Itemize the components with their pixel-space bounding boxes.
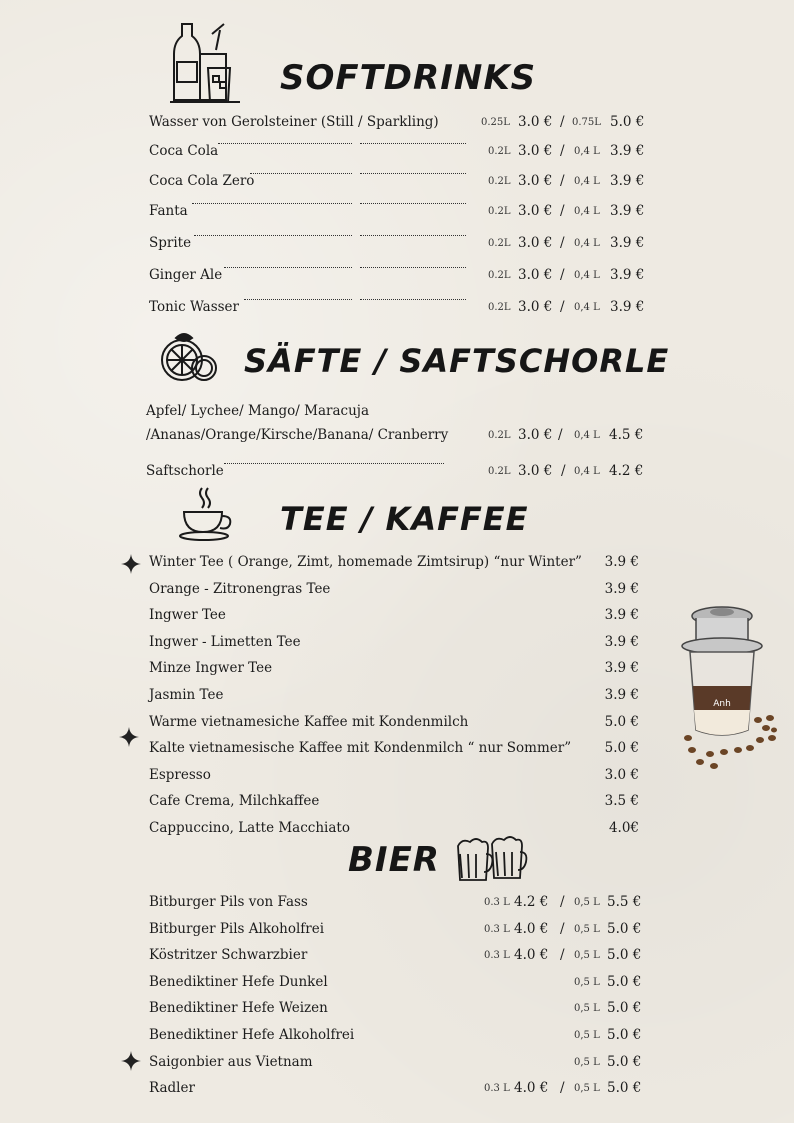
tee-kaffee-list-item: [0, 607, 794, 627]
item-name: Orange - Zitronengras Tee: [149, 581, 331, 597]
item-name: Jasmin Tee: [149, 687, 224, 703]
tee-kaffee-list-item: [0, 767, 794, 787]
size-large: 0,5 L: [574, 924, 600, 935]
juice-size-large: 0,4 L: [574, 430, 600, 441]
svg-text:Anh: Anh: [713, 699, 731, 709]
softdrink-list-item: [0, 299, 794, 319]
price-small: 4.0 €: [514, 947, 549, 963]
item-name: Cafe Crema, Milchkaffee: [149, 793, 320, 809]
item-name: Saigonbier aus Vietnam: [149, 1054, 313, 1070]
item-name: Ginger Ale: [149, 267, 223, 283]
price-large: 5.0 €: [607, 1000, 642, 1016]
size-large: 0,5 L: [574, 950, 600, 961]
size-small: 0.2L: [488, 146, 511, 157]
beer-mugs-icon: [452, 830, 528, 886]
bier-list-item: [0, 1080, 794, 1100]
coffee-cup-icon: [176, 484, 238, 544]
juice-list-item: [0, 427, 794, 447]
price-separator: /: [560, 267, 565, 283]
price-separator: /: [560, 894, 565, 910]
item-name: Benediktiner Hefe Weizen: [149, 1000, 328, 1016]
item-name: Winter Tee ( Orange, Zimt, homemade Zimtsirup) “nur Winter”: [149, 554, 582, 570]
item-name: Köstritzer Schwarzbier: [149, 947, 308, 963]
price-separator: /: [560, 299, 565, 315]
item-name: Coca Cola Zero: [149, 173, 255, 189]
price-large: 5.0 €: [607, 1027, 642, 1043]
price-large: 3.9 €: [610, 203, 645, 219]
price-small: 3.0 €: [518, 143, 553, 159]
price-small: 4.0 €: [514, 921, 549, 937]
size-large: 0,4 L: [574, 302, 600, 313]
price-large: 3.9 €: [610, 267, 645, 283]
softdrink-list-item: [0, 235, 794, 255]
size-large: 0,5 L: [574, 897, 600, 908]
item-name: Cappuccino, Latte Macchiato: [149, 820, 350, 836]
item-price: 3.9 €: [604, 554, 639, 570]
juice-names-line1: Apfel/ Lychee/ Mango/ Maracuja: [146, 403, 370, 419]
size-small: 0.3 L: [484, 897, 510, 908]
price-large: 5.0 €: [607, 974, 642, 990]
price-large: 3.9 €: [610, 143, 645, 159]
item-name: Tonic Wasser: [149, 299, 239, 315]
schorle-size-large: 0,4 L: [574, 466, 600, 477]
size-small: 0.2L: [488, 270, 511, 281]
vietnamese-coffee-illustration: [680, 600, 780, 775]
price-small: 3.0 €: [518, 173, 553, 189]
saefte-heading: SÄFTE / SAFTSCHORLE: [244, 342, 670, 380]
item-price: 3.9 €: [604, 687, 639, 703]
size-small: 0.2L: [488, 238, 511, 249]
price-large: 5.0 €: [610, 114, 645, 130]
size-large: 0.75L: [572, 117, 601, 128]
sparkle-icon: [120, 553, 142, 575]
price-small: 3.0 €: [518, 267, 553, 283]
size-large: 0,5 L: [574, 977, 600, 988]
tee-kaffee-list-item: [0, 793, 794, 813]
price-large: 3.9 €: [610, 299, 645, 315]
size-large: 0,4 L: [574, 206, 600, 217]
size-small: 0.2L: [488, 206, 511, 217]
size-small: 0.3 L: [484, 1083, 510, 1094]
item-name: Bitburger Pils von Fass: [149, 894, 308, 910]
orange-slices-icon: [158, 328, 218, 388]
item-name: Warme vietnamesiche Kaffee mit Kondenmilch: [149, 714, 469, 730]
price-separator: /: [560, 921, 565, 937]
size-small: 0.2L: [488, 176, 511, 187]
juice-names-line2: /Ananas/Orange/Kirsche/Banana/ Cranberry: [146, 427, 449, 443]
item-name: Coca Cola: [149, 143, 219, 159]
price-separator: /: [561, 463, 566, 479]
item-price: 3.5 €: [604, 793, 639, 809]
item-name: Minze Ingwer Tee: [149, 660, 273, 676]
price-large: 5.0 €: [607, 921, 642, 937]
price-separator: /: [560, 143, 565, 159]
price-large: 5.0 €: [607, 947, 642, 963]
bier-list-item: [0, 894, 794, 914]
tee-kaffee-list-item: [0, 687, 794, 707]
bier-list-item: [0, 947, 794, 967]
softdrink-list-item: [0, 173, 794, 193]
item-name: Kalte vietnamesische Kaffee mit Kondenmilch “ nur Sommer”: [149, 740, 572, 756]
item-name: Benediktiner Hefe Alkoholfrei: [149, 1027, 355, 1043]
tee-kaffee-list-item: [0, 660, 794, 680]
item-price: 5.0 €: [604, 740, 639, 756]
price-small: 3.0 €: [518, 235, 553, 251]
bier-heading: BIER: [348, 840, 440, 880]
size-large: 0,4 L: [574, 146, 600, 157]
tee-kaffee-list-item: [0, 820, 794, 840]
size-large: 0,4 L: [574, 176, 600, 187]
item-price: 3.9 €: [604, 607, 639, 623]
price-large: 5.0 €: [607, 1080, 642, 1096]
price-separator: /: [560, 203, 565, 219]
item-name: Espresso: [149, 767, 211, 783]
item-name: Ingwer - Limetten Tee: [149, 634, 301, 650]
price-separator: /: [560, 235, 565, 251]
tee-kaffee-list-item: [0, 581, 794, 601]
price-large: 3.9 €: [610, 235, 645, 251]
price-small: 3.0 €: [518, 203, 553, 219]
size-small: 0.3 L: [484, 950, 510, 961]
item-name: Sprite: [149, 235, 192, 251]
size-large: 0,5 L: [574, 1083, 600, 1094]
item-name: Ingwer Tee: [149, 607, 226, 623]
juice-price-small: 3.0 €: [518, 427, 553, 443]
item-price: 3.9 €: [604, 634, 639, 650]
sparkle-icon: [120, 1050, 142, 1072]
item-name: Radler: [149, 1080, 195, 1096]
schorle-price-small: 3.0 €: [518, 463, 553, 479]
size-small: 0.25L: [481, 117, 510, 128]
item-name: Wasser von Gerolsteiner (Still / Sparkling): [149, 114, 439, 130]
size-large: 0,5 L: [574, 1057, 600, 1068]
price-separator: /: [560, 114, 565, 130]
schorle-size-small: 0.2L: [488, 466, 511, 477]
soda-bottles-icon: [168, 20, 244, 106]
size-small: 0.3 L: [484, 924, 510, 935]
size-large: 0,4 L: [574, 270, 600, 281]
softdrink-list-item: [0, 114, 794, 134]
size-large: 0,4 L: [574, 238, 600, 249]
bier-list-item: [0, 921, 794, 941]
schorle-price-large: 4.2 €: [609, 463, 644, 479]
sparkle-icon: [118, 726, 140, 748]
price-separator: /: [560, 1080, 565, 1096]
schorle-name: Saftschorle: [146, 463, 224, 479]
juice-price-large: 4.5 €: [609, 427, 644, 443]
item-price: 3.9 €: [604, 660, 639, 676]
item-price: 5.0 €: [604, 714, 639, 730]
item-price: 4.0€: [608, 820, 639, 836]
price-small: 4.2 €: [514, 894, 549, 910]
price-small: 4.0 €: [514, 1080, 549, 1096]
tee-kaffee-heading: TEE / KAFFEE: [280, 500, 529, 538]
bier-list-item: [0, 974, 794, 994]
softdrinks-heading: SOFTDRINKS: [280, 58, 537, 98]
price-large: 5.0 €: [607, 1054, 642, 1070]
juice-size-small: 0.2L: [488, 430, 511, 441]
item-price: 3.0 €: [604, 767, 639, 783]
price-separator: /: [560, 947, 565, 963]
item-name: Benediktiner Hefe Dunkel: [149, 974, 328, 990]
price-large: 3.9 €: [610, 173, 645, 189]
softdrink-list-item: [0, 267, 794, 287]
softdrink-list-item: [0, 143, 794, 163]
size-large: 0,5 L: [574, 1003, 600, 1014]
price-separator: /: [558, 427, 563, 443]
price-separator: /: [560, 173, 565, 189]
price-small: 3.0 €: [518, 299, 553, 315]
schorle-list-item: [0, 463, 794, 483]
price-small: 3.0 €: [518, 114, 553, 130]
price-large: 5.5 €: [607, 894, 642, 910]
size-large: 0,5 L: [574, 1030, 600, 1041]
item-name: Fanta: [149, 203, 188, 219]
juice-list-item: [0, 403, 794, 423]
bier-list-item: [0, 1000, 794, 1020]
size-small: 0.2L: [488, 302, 511, 313]
item-name: Bitburger Pils Alkoholfrei: [149, 921, 325, 937]
softdrink-list-item: [0, 203, 794, 223]
tee-kaffee-list-item: [0, 634, 794, 654]
item-price: 3.9 €: [604, 581, 639, 597]
bier-list-item: [0, 1027, 794, 1047]
